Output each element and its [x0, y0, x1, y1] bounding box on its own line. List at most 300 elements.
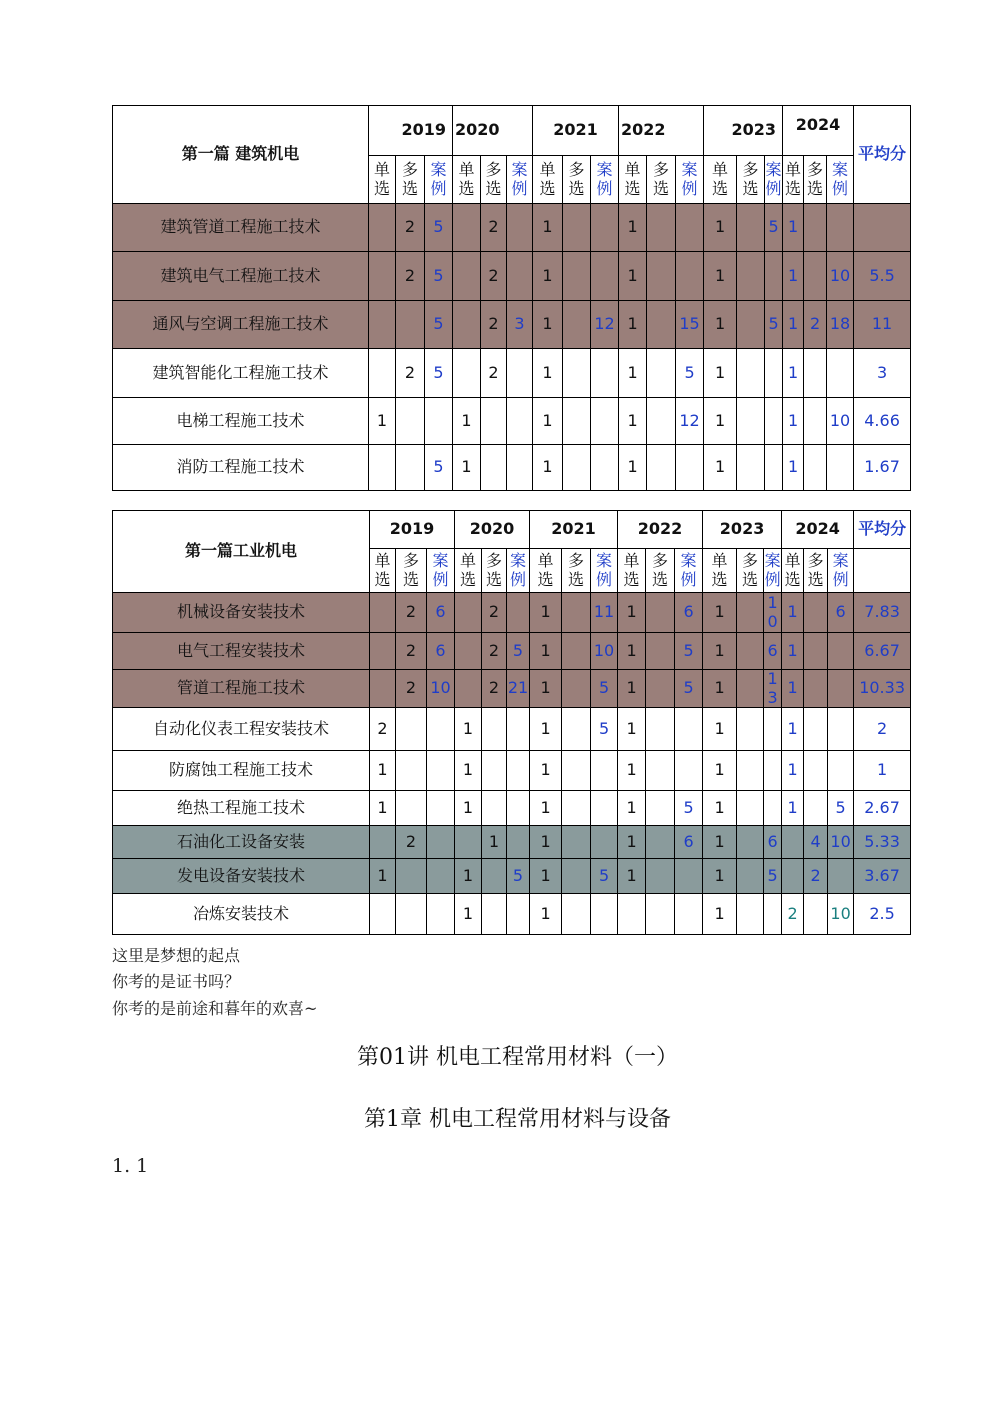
table-cell: 5 [591, 670, 618, 708]
table-row [113, 204, 911, 252]
subheader-multi: 多 选 [482, 549, 507, 593]
subheader-single: 单 选 [618, 549, 646, 593]
table-cell [804, 751, 828, 791]
category-name: 电气工程安装技术 [113, 633, 370, 670]
table-cell [737, 204, 765, 252]
table-cell [737, 894, 764, 935]
table-cell: 5 [765, 204, 783, 252]
table-cell: 2 [482, 670, 507, 708]
table-cell [828, 633, 854, 670]
subheader-case: 案 例 [507, 549, 530, 593]
table-cell [427, 708, 455, 751]
table-cell: 1 0 [764, 593, 782, 633]
table-cell [676, 252, 704, 301]
table-cell: 6 [828, 593, 854, 633]
table-cell [427, 894, 455, 935]
category-name: 建筑管道工程施工技术 [113, 204, 369, 252]
table-cell [369, 445, 396, 491]
table-cell: 1 [704, 204, 737, 252]
table-cell [646, 708, 675, 751]
table-cell [804, 252, 827, 301]
table-cell: 1 [455, 751, 482, 791]
table-cell [804, 791, 828, 826]
table-cell: 5 [675, 791, 703, 826]
table-cell: 1 [783, 301, 804, 349]
motto-line: 这里是梦想的起点 [112, 946, 241, 965]
year-header: 2023 [704, 106, 783, 156]
table-cell: 18 [827, 301, 854, 349]
category-name: 建筑电气工程施工技术 [113, 252, 369, 301]
table-cell: 2 [482, 633, 507, 670]
table-cell [765, 398, 783, 445]
average-header: 平均分 [854, 106, 911, 204]
table-cell: 5 [676, 349, 704, 398]
year-header: 2020 [455, 511, 530, 549]
category-name: 通风与空调工程施工技术 [113, 301, 369, 349]
table-row [113, 633, 911, 670]
table-cell: 2 [396, 349, 425, 398]
year-header: 2019 [369, 106, 453, 156]
table-cell: 1 [703, 751, 737, 791]
subheader-case: 案 例 [827, 156, 854, 204]
table-row [113, 445, 911, 491]
table-cell: 1 [704, 301, 737, 349]
table-cell [646, 633, 675, 670]
average-cell: 2.67 [854, 791, 911, 826]
table-cell [737, 252, 765, 301]
table-cell: 1 [455, 708, 482, 751]
table-cell: 1 [618, 708, 646, 751]
table-cell: 1 [533, 204, 563, 252]
table-cell [427, 859, 455, 894]
table-cell: 5 [425, 204, 453, 252]
subheader-case: 案 例 [507, 156, 533, 204]
table-cell: 10 [828, 826, 854, 859]
category-name: 管道工程施工技术 [113, 670, 370, 708]
table-cell [562, 791, 591, 826]
table-cell [482, 894, 507, 935]
subheader-single: 单 选 [369, 156, 396, 204]
subheader-multi: 多 选 [646, 549, 675, 593]
table-cell: 1 [703, 826, 737, 859]
table-cell: 2 [782, 894, 804, 935]
table-cell [396, 791, 427, 826]
subheader-case: 案 例 [828, 549, 854, 593]
table-cell [455, 670, 482, 708]
table-cell [828, 708, 854, 751]
category-name: 石油化工设备安装 [113, 826, 370, 859]
table-cell [591, 791, 618, 826]
table-cell: 5 [591, 708, 618, 751]
table-cell [370, 670, 396, 708]
table-cell [737, 398, 765, 445]
table-cell [507, 751, 530, 791]
table-cell: 1 [703, 708, 737, 751]
table-cell: 1 [370, 859, 396, 894]
table-cell: 1 [370, 791, 396, 826]
year-header: 2024 [783, 106, 854, 156]
table-cell [427, 791, 455, 826]
stats-table-building [112, 105, 911, 491]
table-cell: 1 [533, 252, 563, 301]
subheader-multi: 多 选 [396, 156, 425, 204]
table-cell [737, 751, 764, 791]
table-cell: 1 [619, 204, 647, 252]
table-cell: 1 [455, 859, 482, 894]
table-cell: 6 [675, 593, 703, 633]
table-cell: 15 [676, 301, 704, 349]
table-cell [563, 398, 591, 445]
table-cell [804, 593, 828, 633]
table-cell [828, 751, 854, 791]
table-cell [507, 708, 530, 751]
table-cell [827, 349, 854, 398]
stats-table-industrial [112, 510, 911, 935]
table-cell [482, 859, 507, 894]
table-cell [804, 708, 828, 751]
table-cell [507, 349, 533, 398]
average-cell: 5.33 [854, 826, 911, 859]
category-name: 绝热工程施工技术 [113, 791, 370, 826]
table-cell [563, 445, 591, 491]
category-name: 电梯工程施工技术 [113, 398, 369, 445]
table-cell: 1 [703, 633, 737, 670]
table-row [113, 593, 911, 633]
average-header: 平均分 [854, 511, 911, 549]
table-cell: 1 [369, 398, 396, 445]
table-cell: 1 [530, 708, 562, 751]
table-cell: 5 [507, 633, 530, 670]
table-cell [369, 252, 396, 301]
table-cell [563, 204, 591, 252]
table-cell [562, 670, 591, 708]
table-row [113, 826, 911, 859]
table-cell: 1 [453, 398, 481, 445]
year-header: 2022 [618, 511, 703, 549]
table-cell: 1 [482, 826, 507, 859]
table-cell [675, 751, 703, 791]
table-cell [737, 301, 765, 349]
table-cell [455, 633, 482, 670]
motto-line: 你考的是证书吗？ [112, 972, 241, 991]
table-cell: 1 [782, 670, 804, 708]
subheader-single: 单 选 [703, 549, 737, 593]
year-header: 2020 [453, 106, 533, 156]
table-cell [782, 826, 804, 859]
subheader-single: 单 选 [533, 156, 563, 204]
table-cell [369, 349, 396, 398]
table-cell [737, 593, 764, 633]
table-cell [737, 670, 764, 708]
table-cell: 1 [783, 445, 804, 491]
year-header: 2024 [782, 511, 854, 549]
subheader-average-blank [854, 549, 911, 593]
table-cell: 1 [619, 445, 647, 491]
average-cell: 5.5 [854, 252, 911, 301]
table-cell [675, 859, 703, 894]
subheader-multi: 多 选 [396, 549, 427, 593]
table-cell: 1 [453, 445, 481, 491]
table-cell [764, 751, 782, 791]
table-cell [507, 204, 533, 252]
table-cell [828, 859, 854, 894]
table-cell [507, 894, 530, 935]
table-cell: 2 [804, 301, 827, 349]
table-cell: 2 [396, 826, 427, 859]
table-cell: 1 [533, 349, 563, 398]
table-cell [369, 301, 396, 349]
table-title: 第一篇 建筑机电 [113, 106, 369, 204]
table-cell: 10 [827, 252, 854, 301]
table-cell: 1 [704, 349, 737, 398]
table-cell: 2 [481, 301, 507, 349]
table-cell [591, 349, 619, 398]
table-cell [804, 633, 828, 670]
table-cell [647, 349, 676, 398]
table-title: 第一篇工业机电 [113, 511, 370, 593]
table-cell [507, 826, 530, 859]
chapter-title: 第1章 机电工程常用材料与设备 [364, 1107, 671, 1132]
category-name: 消防工程施工技术 [113, 445, 369, 491]
subheader-multi: 多 选 [647, 156, 676, 204]
table-row [113, 398, 911, 445]
table-cell [647, 398, 676, 445]
table-cell [453, 301, 481, 349]
table-cell [804, 398, 827, 445]
table-cell [562, 708, 591, 751]
table-cell [647, 445, 676, 491]
table-cell [507, 445, 533, 491]
category-name: 建筑智能化工程施工技术 [113, 349, 369, 398]
table-cell: 2 [396, 204, 425, 252]
table-cell [369, 204, 396, 252]
table-cell [482, 708, 507, 751]
table-cell [737, 859, 764, 894]
table-cell: 10 [427, 670, 455, 708]
table-row [113, 252, 911, 301]
table-cell: 5 [675, 670, 703, 708]
table-cell: 1 [618, 751, 646, 791]
average-cell: 2.5 [854, 894, 911, 935]
table-cell [396, 708, 427, 751]
subheader-multi: 多 选 [562, 549, 591, 593]
subheader-case: 案 例 [591, 549, 618, 593]
table-row [113, 301, 911, 349]
table-cell: 2 [370, 708, 396, 751]
table-cell: 2 [481, 204, 507, 252]
table-cell: 1 [783, 398, 804, 445]
table-cell [676, 445, 704, 491]
table-cell: 2 [804, 859, 828, 894]
table-row [113, 859, 911, 894]
table-cell: 1 [618, 826, 646, 859]
table-cell [563, 349, 591, 398]
table-cell [370, 826, 396, 859]
subheader-single: 单 选 [704, 156, 737, 204]
table-cell [827, 445, 854, 491]
table-cell: 1 [533, 445, 563, 491]
category-name: 冶炼安装技术 [113, 894, 370, 935]
category-name: 防腐蚀工程施工技术 [113, 751, 370, 791]
table-cell [737, 633, 764, 670]
table-cell: 2 [481, 252, 507, 301]
table-cell [646, 791, 675, 826]
table-cell [482, 791, 507, 826]
average-cell: 10.33 [854, 670, 911, 708]
table-cell: 1 [704, 445, 737, 491]
table-row [113, 751, 911, 791]
table-cell: 12 [676, 398, 704, 445]
table-cell: 2 [396, 593, 427, 633]
table-cell [562, 751, 591, 791]
table-cell: 10 [591, 633, 618, 670]
table-cell [765, 445, 783, 491]
table-cell [647, 252, 676, 301]
table-cell: 1 [703, 670, 737, 708]
table-cell: 5 [425, 301, 453, 349]
table-cell [737, 349, 765, 398]
lecture-title: 第01讲 机电工程常用材料（一） [357, 1045, 678, 1070]
subheader-case: 案 例 [764, 549, 782, 593]
subheader-single: 单 选 [619, 156, 647, 204]
table-cell: 1 [530, 894, 562, 935]
average-cell: 3 [854, 349, 911, 398]
table-cell [854, 204, 911, 252]
table-cell: 1 [703, 791, 737, 826]
table-cell [737, 708, 764, 751]
table-cell: 1 [619, 398, 647, 445]
table-cell [507, 593, 530, 633]
subheader-single: 单 选 [370, 549, 396, 593]
table-cell [453, 252, 481, 301]
table-cell: 1 [530, 859, 562, 894]
average-cell: 4.66 [854, 398, 911, 445]
table-cell: 1 [704, 252, 737, 301]
table-cell: 6 [427, 633, 455, 670]
table-cell [737, 791, 764, 826]
table-cell: 1 [783, 204, 804, 252]
table-cell [591, 751, 618, 791]
table-cell [646, 670, 675, 708]
table-cell [737, 826, 764, 859]
subheader-multi: 多 选 [737, 156, 765, 204]
table-cell: 12 [591, 301, 619, 349]
table-cell: 11 [591, 593, 618, 633]
table-cell [396, 445, 425, 491]
table-cell: 1 [782, 708, 804, 751]
table-cell [562, 826, 591, 859]
subheader-case: 案 例 [676, 156, 704, 204]
table-cell [507, 398, 533, 445]
table-cell: 2 [396, 670, 427, 708]
table-cell [646, 894, 675, 935]
subheader-single: 单 选 [453, 156, 481, 204]
year-header: 2022 [619, 106, 704, 156]
table-cell [563, 252, 591, 301]
table-cell [396, 894, 427, 935]
table-cell [396, 751, 427, 791]
subheader-case: 案 例 [427, 549, 455, 593]
table-cell [455, 593, 482, 633]
table-cell [396, 859, 427, 894]
table-cell [453, 349, 481, 398]
year-header: 2023 [703, 511, 782, 549]
table-cell: 2 [482, 593, 507, 633]
year-header: 2019 [370, 511, 455, 549]
table-cell [647, 301, 676, 349]
table-row [113, 791, 911, 826]
table-cell [764, 791, 782, 826]
table-cell [804, 670, 828, 708]
table-cell [507, 791, 530, 826]
table-cell: 1 [619, 301, 647, 349]
table-cell: 5 [675, 633, 703, 670]
subheader-single: 单 选 [783, 156, 804, 204]
category-name: 自动化仪表工程安装技术 [113, 708, 370, 751]
motto-line: 你考的是前途和暮年的欢喜~ [112, 999, 318, 1018]
table-cell [562, 593, 591, 633]
average-cell: 6.67 [854, 633, 911, 670]
table-cell: 5 [828, 791, 854, 826]
table-cell [562, 894, 591, 935]
table-cell [764, 894, 782, 935]
subheader-case: 案 例 [675, 549, 703, 593]
table-row [113, 894, 911, 935]
table-cell: 1 [455, 791, 482, 826]
table-cell [481, 445, 507, 491]
table-cell: 1 [530, 791, 562, 826]
table-cell [396, 301, 425, 349]
table-cell [804, 349, 827, 398]
table-cell: 1 [618, 593, 646, 633]
table-cell: 1 [530, 670, 562, 708]
table-cell: 5 [764, 859, 782, 894]
table-cell [370, 593, 396, 633]
subheader-case: 案 例 [765, 156, 783, 204]
subheader-multi: 多 选 [804, 549, 828, 593]
table-cell [453, 204, 481, 252]
table-cell: 6 [764, 633, 782, 670]
table-cell: 1 [618, 670, 646, 708]
table-cell [591, 894, 618, 935]
table-cell [646, 826, 675, 859]
table-cell: 1 [782, 593, 804, 633]
subheader-case: 案 例 [591, 156, 619, 204]
table-cell [591, 252, 619, 301]
table-cell: 4 [804, 826, 828, 859]
table-cell: 1 3 [764, 670, 782, 708]
average-cell: 11 [854, 301, 911, 349]
table-row [113, 670, 911, 708]
table-cell [562, 859, 591, 894]
table-cell: 1 [530, 826, 562, 859]
table-cell: 5 [765, 301, 783, 349]
table-row [113, 349, 911, 398]
subheader-case: 案 例 [425, 156, 453, 204]
section-number: 1. 1 [112, 1155, 149, 1177]
table-cell [804, 445, 827, 491]
table-cell: 2 [396, 633, 427, 670]
table-cell: 5 [507, 859, 530, 894]
table-cell: 1 [370, 751, 396, 791]
table-cell [765, 349, 783, 398]
subheader-single: 单 选 [455, 549, 482, 593]
table-cell [646, 859, 675, 894]
table-cell: 1 [618, 633, 646, 670]
table-cell: 1 [782, 751, 804, 791]
subheader-single: 单 选 [782, 549, 804, 593]
table-cell [427, 751, 455, 791]
